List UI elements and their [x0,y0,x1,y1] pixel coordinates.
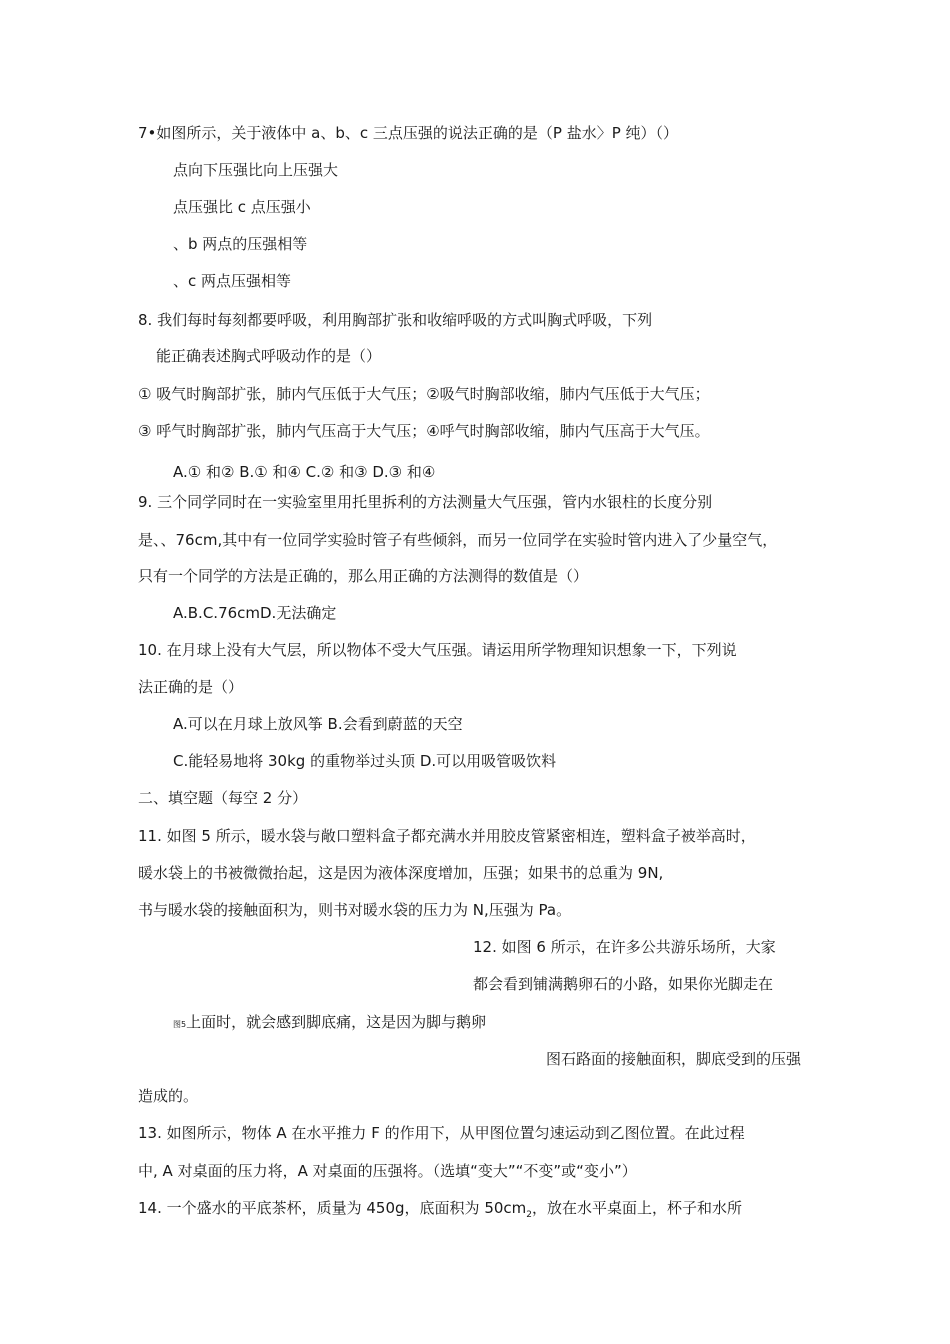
q14-stem [138,1198,742,1225]
q12-stem-cont-4: 造成的。 [138,1087,199,1105]
q10-stem: 10. 在月球上没有大气层，所以物体不受大气压强。请运用所学物理知识想象一下，下列说 [138,641,737,659]
q10-stem-cont: 法正确的是（） [138,678,244,696]
superscript-2: 2 [526,1210,532,1220]
section-heading: 二、填空题（每空 2 分） [138,789,308,807]
q12-stem-cont-2 [173,1012,486,1035]
q7-option-b: 点压强比 c 点压强小 [173,198,311,216]
q8-statement-3-4: ③ 呼气时胸部扩张，肺内气压高于大气压；④呼气时胸部收缩，肺内气压高于大气压。 [138,422,710,440]
q12-stem-cont-3: 图石路面的接触面积，脚底受到的压强 [546,1050,802,1068]
q7-option-d: 、c 两点压强相等 [173,272,292,290]
q8-options: A.① 和② B.① 和④ C.② 和③ D.③ 和④ [173,463,436,481]
q11-stem-cont: 暖水袋上的书被微微抬起，这是因为液体深度增加，压强；如果书的总重为 9N, [138,864,664,882]
q9-stem-cont-2: 只有一个同学的方法是正确的，那么用正确的方法测得的数值是（） [138,567,589,585]
q11-stem: 11. 如图 5 所示，暖水袋与敞口塑料盒子都充满水并用胶皮管紧密相连，塑料盒子被举高时， [138,827,756,845]
q7-option-c: 、b 两点的压强相等 [173,235,308,253]
q14-text-tail: ，放在水平桌面上，杯子和水所 [532,1199,743,1217]
q9-options: A.B.C.76cmD.无法确定 [173,604,337,622]
q13-stem: 13. 如图所示，物体 A 在水平推力 F 的作用下，从甲图位置匀速运动到乙图位置。在此过程 [138,1124,745,1142]
q8-stem-cont: 能正确表述胸式呼吸动作的是（） [156,347,382,365]
q11-stem-cont-2: 书与暖水袋的接触面积为，则书对暖水袋的压力为 N,压强为 Pa。 [138,901,572,919]
q13-stem-cont: 中, A 对桌面的压力将，A 对桌面的压强将。（选填“变大”“不变”或“变小”） [138,1162,637,1180]
q12-text-3: 上面时，就会感到脚底痛，这是因为脚与鹅卵 [186,1013,487,1031]
q7-stem: 7•如图所示，关于液体中 a、b、c 三点压强的说法正确的是（P 盐水〉P 纯）（） [138,124,679,142]
q8-statement-1-2: ① 吸气时胸部扩张，肺内气压低于大气压；②吸气时胸部收缩，肺内气压低于大气压； [138,385,710,403]
q12-stem: 12. 如图 6 所示，在许多公共游乐场所，大家 [473,938,776,956]
q10-options-cd: C.能轻易地将 30kg 的重物举过头顶 D.可以用吸管吸饮料 [173,752,557,770]
q9-stem-cont: 是、、76cm,其中有一位同学实验时管子有些倾斜，而另一位同学在实验时管内进入了少量空气， [138,531,778,549]
q12-stem-cont: 都会看到铺满鹅卵石的小路，如果你光脚走在 [473,975,774,993]
q7-option-a: 点向下压强比向上压强大 [173,161,339,179]
q9-stem: 9. 三个同学同时在一实验室里用托里拆利的方法测量大气压强，管内水银柱的长度分别 [138,493,713,511]
figure-label: 图5 [173,1020,187,1029]
q10-options-ab: A.可以在月球上放风筝 B.会看到蔚蓝的天空 [173,715,463,733]
q8-stem: 8. 我们每时每刻都要呼吸，利用胸部扩张和收缩呼吸的方式叫胸式呼吸，下列 [138,311,653,329]
q14-text: 14. 一个盛水的平底茶杯，质量为 450g，底面积为 50cm [138,1199,527,1217]
